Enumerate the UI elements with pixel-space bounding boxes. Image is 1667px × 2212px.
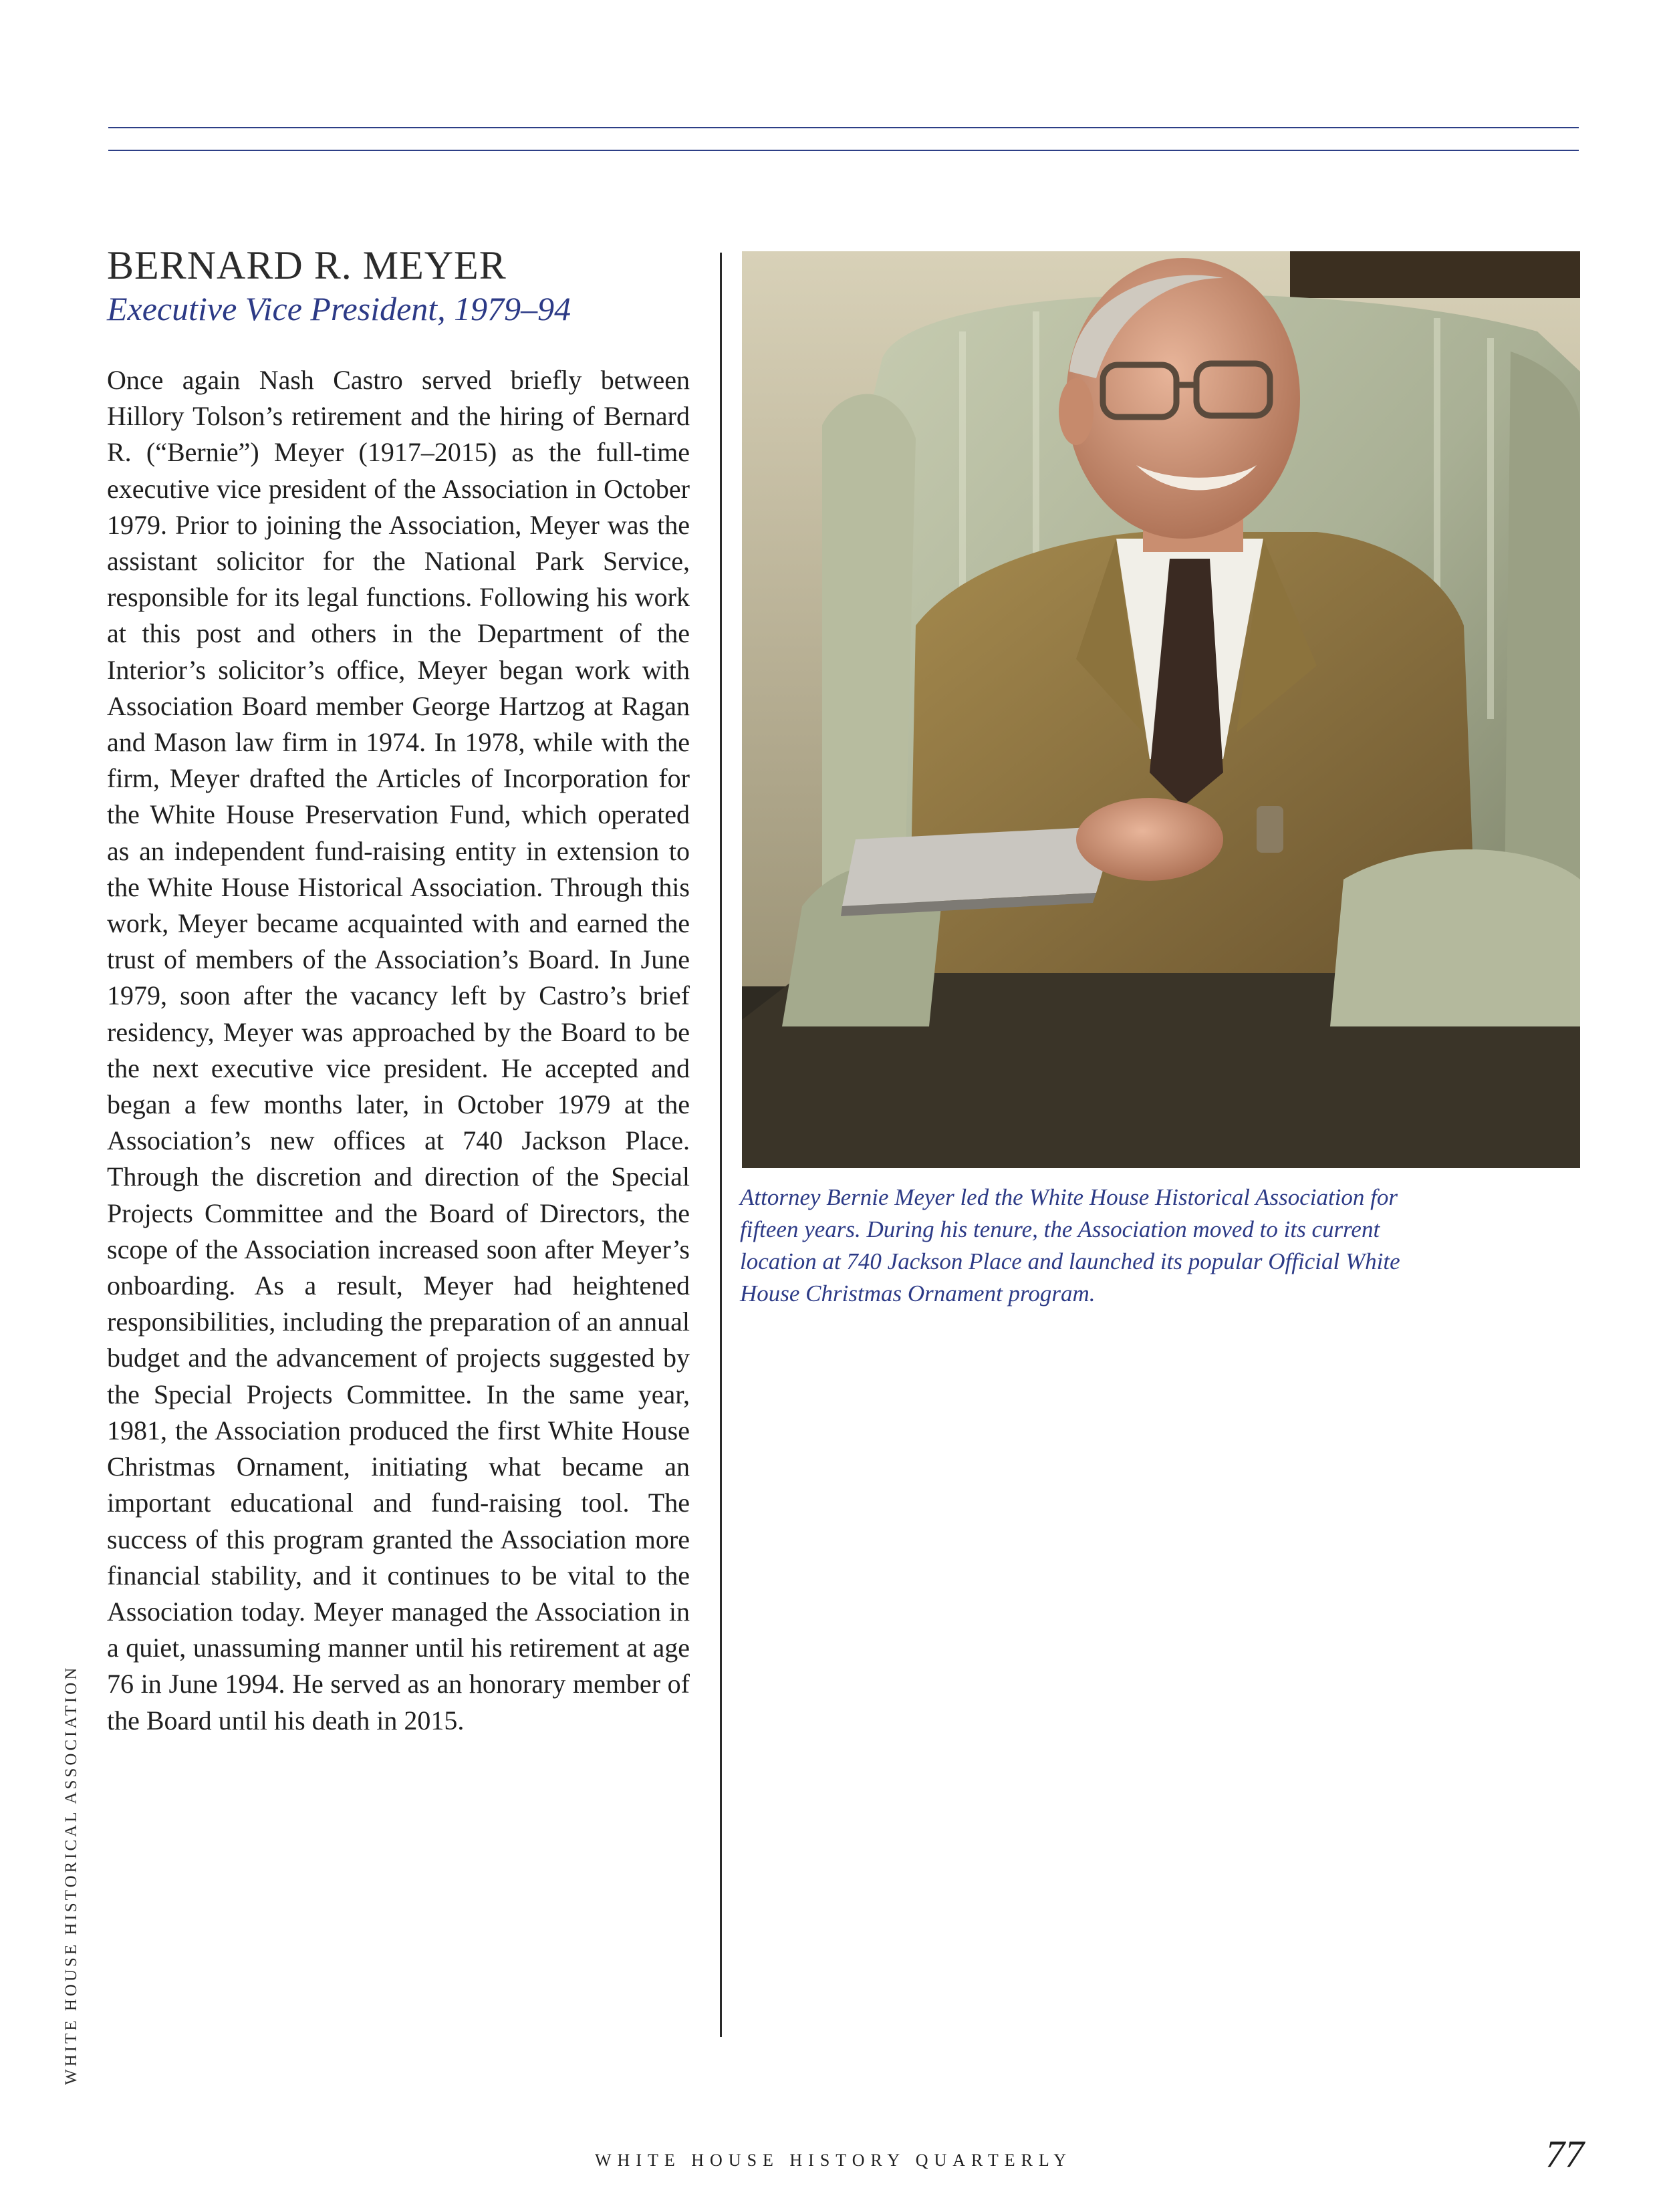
photo-caption: Attorney Bernie Meyer led the White House Historical Association for fifteen years. During his tenure, the Association moved to its current location at 740 Jackson Place and launched its popular Official White House Christmas Ornament program.	[740, 1184, 1400, 1306]
article-body: Once again Nash Castro served briefly between Hillory Tolson’s retirement and the hiring of Bernard R. (“Bernie”) Meyer (1917–2015) as the full-time executive vice president of the Association in October 1979. Prior to joining the Association, Meyer was the assistant solicitor for the National Park Service, responsible for its legal functions. Following his work at this post and others in the Department of the Interior’s solicitor’s office, Meyer began work with Association Board member George Hartzog at Ragan and Mason law firm in 1974. In 1978, while with the firm, Meyer drafted the Articles of Incorporation for the White House Preservation Fund, which operated as an independent fund-raising entity in extension to the White House Historical Association. Through this work, Meyer became acquainted with and earned the trust of members of the Association’s Board. In June 1979, soon after the vacancy left by Castro’s brief residency, Meyer was approached by the Board to be the next executive vice president. He accepted and began a few months later, in October 1979 at the Association’s new offices at 740 Jackson Place. Through the discretion and direction of the Special Projects Committee and the Board of Directors, the scope of the Association increased soon after Meyer’s onboarding. As a result, Meyer had heightened responsibilities, including the preparation of an annual budget and the advancement of projects suggested by the Special Projects Committee. In the same year, 1981, the Association produced the first White House Christmas Ornament, initiating what became an important educational and fund-raising tool. The success of this program granted the Association more financial stability, and it continues to be vital to the Association today. Meyer managed the Association in a quiet, unassuming manner until his retirement at age 76 in June 1994. He served as an honorary member of the Board until his death in 2015.	[107, 365, 690, 1736]
portrait-photo	[742, 251, 1580, 1168]
header-rule-top	[108, 127, 1579, 128]
article-heading	[107, 242, 695, 329]
footer-publication-title: WHITE HOUSE HISTORY QUARTERLY	[595, 2151, 1072, 2170]
header-rule-bottom	[108, 150, 1579, 151]
column-divider	[720, 253, 722, 2037]
page-number: 77	[1545, 2132, 1584, 2176]
person-name: BERNARD R. MEYER	[107, 243, 507, 287]
person-title: Executive Vice President, 1979–94	[107, 290, 571, 327]
side-margin-label: WHITE HOUSE HISTORICAL ASSOCIATION	[62, 1665, 80, 2085]
